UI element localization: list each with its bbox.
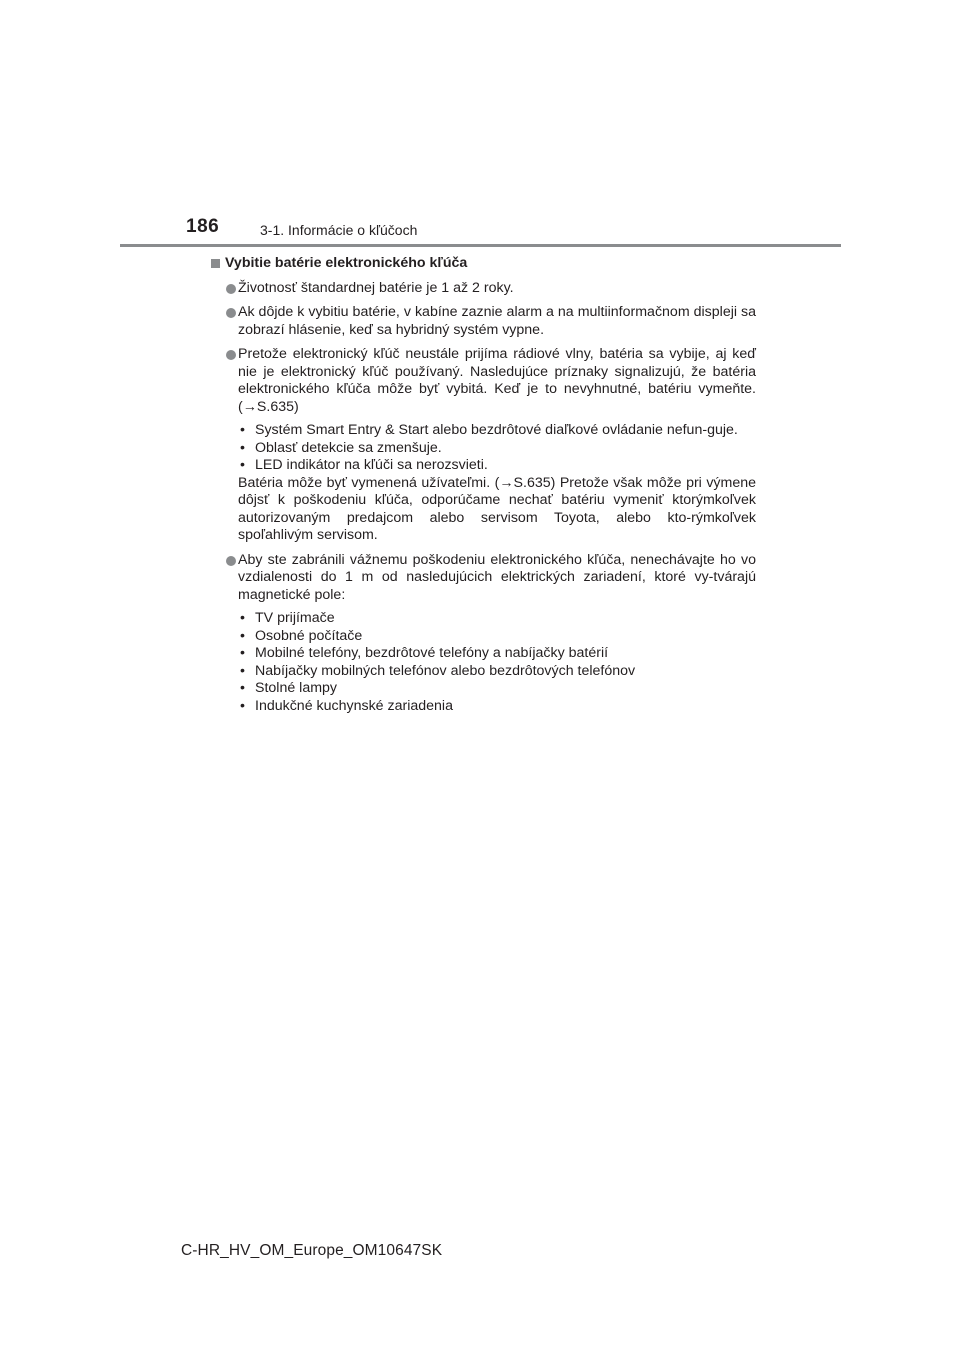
list-item <box>238 663 756 681</box>
symptom-list <box>238 422 756 475</box>
section-heading-text: Vybitie batérie elektronického kľúča <box>225 255 468 271</box>
battery-replacement-note: Batéria môže byť vymenená užívateľmi. (→S.635) Pretože však môže pri výmene dôjsť k poškodeniu kľúča, odporúčame nechať batériu vymeniť ktorýmkoľvek autorizovaným predajcom alebo servisom Toyota, alebo kto-rýmkoľvek spoľahlivým servisom. <box>238 474 756 543</box>
bullet-text: Životnosť štandardnej batérie je 1 až 2 roky. <box>238 279 514 296</box>
small-dot-icon: • <box>240 680 245 696</box>
header-divider <box>120 244 841 247</box>
list-item-text: Oblasť detekcie sa zmenšuje. <box>255 439 442 456</box>
list-item-text: LED indikátor na kľúči sa nerozsvieti. <box>255 457 488 473</box>
list-item-text: Nabíjačky mobilných telefónov alebo bezdrôtových telefónov <box>255 662 636 679</box>
circle-bullet-icon <box>226 308 236 318</box>
main-content <box>211 255 756 722</box>
bullet-text: Pretože elektronický kľúč neustále prijíma rádiové vlny, batéria sa vybije, aj keď nie je elektronický kľúč používaný. Nasledujúce príznaky signalizujú, že batéria elektronického kľúča môže byť vybitá. Keď je to nevyhnutné, batériu vymeňte. (→S.635) <box>238 346 756 415</box>
bullet-text: Aby ste zabránili vážnemu poškodeniu elektronického kľúča, nenechávajte ho vo vzdialenosti do 1 m od nasledujúcich elektrických zariadení, ktoré vy-tvárajú magnetické pole: <box>238 551 756 603</box>
list-item-text: Indukčné kuchynské zariadenia <box>255 697 453 714</box>
small-dot-icon: • <box>240 610 245 626</box>
small-dot-icon: • <box>240 662 245 679</box>
bullet-item <box>211 346 756 545</box>
square-bullet-icon <box>211 259 220 268</box>
circle-bullet-icon <box>226 350 236 360</box>
document-code: C-HR_HV_OM_Europe_OM10647SK <box>181 1242 443 1259</box>
list-item <box>238 698 756 716</box>
page-number: 186 <box>186 216 220 237</box>
section-title: 3-1. Informácie o kľúčoch <box>260 222 418 238</box>
list-item-text: TV prijímače <box>255 610 335 626</box>
small-dot-icon: • <box>240 457 245 473</box>
small-dot-icon: • <box>240 439 245 456</box>
list-item-text: Osobné počítače <box>255 627 363 644</box>
list-item <box>238 610 756 628</box>
circle-bullet-icon <box>226 556 236 566</box>
device-list <box>238 610 756 715</box>
list-item <box>238 680 756 698</box>
list-item <box>238 628 756 646</box>
small-dot-icon: • <box>240 422 245 438</box>
bullet-item <box>211 280 756 298</box>
list-item <box>238 457 756 475</box>
list-item-text: Stolné lampy <box>255 680 338 696</box>
circle-bullet-icon <box>226 284 236 294</box>
section-heading <box>211 255 756 273</box>
small-dot-icon: • <box>240 645 245 661</box>
list-item-text: Systém Smart Entry & Start alebo bezdrôtové diaľkové ovládanie nefun-guje. <box>255 422 738 438</box>
bullet-item <box>211 304 756 339</box>
small-dot-icon: • <box>240 697 245 714</box>
list-item <box>238 440 756 458</box>
bullet-text: Ak dôjde k vybitiu batérie, v kabíne zaznie alarm a na multiinformačnom displeji sa zobrazí hlásenie, keď sa hybridný systém vypne. <box>238 304 756 338</box>
list-item-text: Mobilné telefóny, bezdrôtové telefóny a nabíjačky batérií <box>255 645 609 661</box>
list-item <box>238 645 756 663</box>
bullet-item <box>211 552 756 716</box>
list-item <box>238 422 756 440</box>
small-dot-icon: • <box>240 627 245 644</box>
